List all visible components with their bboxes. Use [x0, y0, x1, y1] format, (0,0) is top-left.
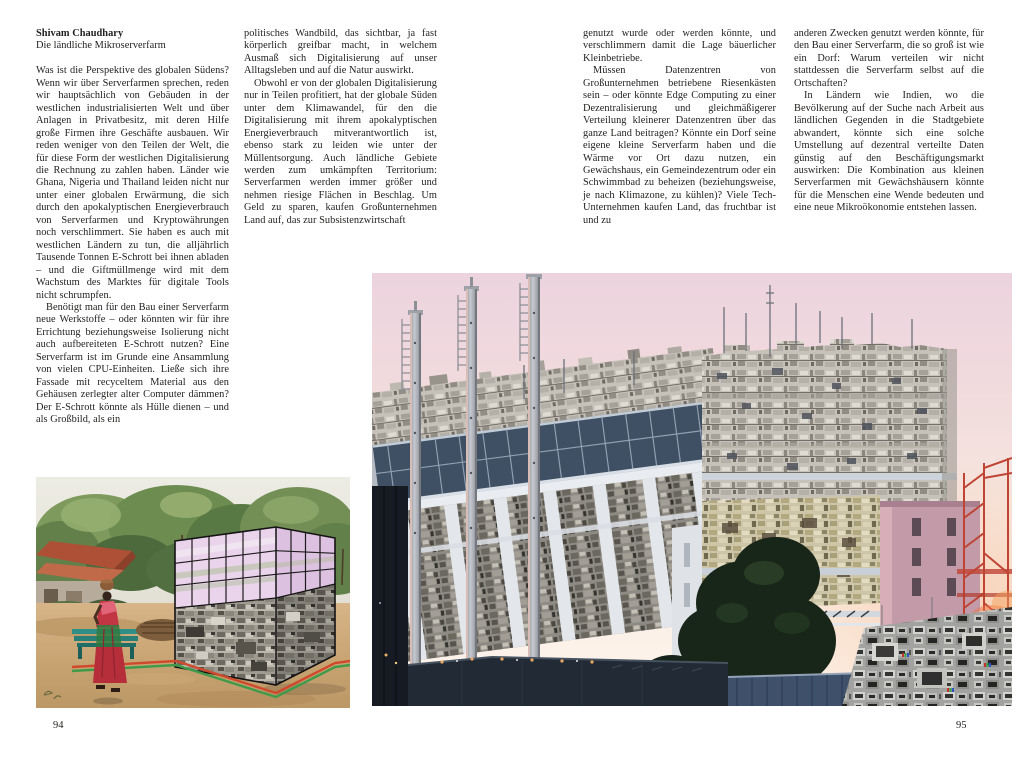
body-paragraph: politisches Wandbild, das sichtbar, ja fast körperlich greifbar macht, in welchem Ausmaß sich Digitalisierung auf unser Alltagsleben und auf die Natur auswirkt.: [244, 28, 437, 77]
article-title: Die ländliche Mikroserverfarm: [36, 40, 166, 52]
body-paragraph: Benötigt man für den Bau einer Serverfarm neue Werkstoffe – oder könnten wir für ihre Errichtung beziehungsweise Isolierung nicht auch aufbereiteten E-Schrott nutzen? Eine Serverfarm ist im Grunde eine Ansammlung von vielen CPU-Einheiten. Ließe sich ihre Fassade mit recyceltem Material aus den Gehäusen zerlegter alter Computer dämmen? Der E-Schrott könnte als Hülle dienen – und als Großbild, als ein: [36, 301, 229, 426]
foreground-roof: [408, 657, 728, 706]
body-paragraph: genutzt wurde oder werden könnte, und verschlimmern damit die Lage bäuerlicher Kleinbetriebe.: [583, 28, 776, 64]
right-photo-serverfarm-dusk: [372, 273, 1012, 706]
article-author: Shivam Chaudhary: [36, 28, 124, 39]
left-photo-cube-microserver: [36, 477, 350, 708]
body-paragraph: In Ländern wie Indien, wo die Bevölkerung auf der Suche nach Arbeit aus ländlichen Gegenden in die Stadtgebiete abwandert, könnte sich eine solche Umstellung auf dezentral verteilte Daten günstig auf den Beschäftigungsmarkt auswirken: Die Kombination aus kleinen Serverfarmen mit Gewächshäusern könnte für die Menschen eine Wende bedeuten und eine neue Mikroökonomie entstehen lassen.: [794, 90, 984, 214]
body-paragraph: Müssen Datenzentren von Großunternehmen betriebene Riesenkästen sein – oder könnte Edge Computing zu einer Dezentralisierung und gleichmäßigerer Verteilung kleinerer Datenzentren über das ganze Land beitragen? Könnte ein Dorf seine eigene kleine Serverfarm haben und die Wärme vor Ort dazu nutzen, ein Gewächshaus, ein Gemeindezentrum oder ein Schwimmbad zu beheizen (beziehungsweise, je nach Klimazone, zu kühlen)? Viele Tech-Unternehmen kaufen Land, das fruchtbar ist und zu: [583, 65, 776, 226]
body-paragraph: Obwohl er von der globalen Digitalisierung nur in Teilen profitiert, hat der globale Süden unter dem Klimawandel, für den die Digitalisierung mit ihrem apokalyptischen Energieverbrauch mitverantwortlich ist, ebenso stark zu leiden wie unter der Müllentsorgung. Auch ländliche Gebiete werden zum umkämpften Territorium: Serverfarmen werden immer größer und nehmen riesige Flächen in Beschlag. Um Geld zu sparen, kaufen Großunternehmen Land auf, das zur Subsistenzwirtschaft: [244, 77, 437, 226]
heading-gap: [36, 53, 229, 65]
body-paragraph: anderen Zwecken genutzt werden könnte, für den Bau einer Serverfarm, die so groß ist wie ein Dorf: Warum verteilen wir nicht stattdessen die Serverfarm selbst auf die Ortschaften?: [794, 28, 984, 89]
text-column-3: [583, 28, 776, 227]
text-column-2: [244, 28, 437, 227]
text-column-4: [794, 28, 984, 215]
text-column-1: [36, 28, 229, 426]
page-number-right: 95: [956, 720, 967, 731]
dark-foreground-wall: [372, 486, 408, 706]
ewaste-tower-block: [702, 339, 957, 523]
page-number-left: 94: [53, 720, 64, 731]
body-paragraph: Was ist die Perspektive des globalen Südens? Wenn wir über Serverfarmen sprechen, reden wir hauptsächlich von Gebäuden in der westlichen industrialisierten Welt und über Anlagen in Privatbesitz, mit deren Hilfe große Firmen ihre Geschäfte ausbauen. Wir reden weniger von den Teilen der Welt, die für diese Form der westlichen Digitalisierung die Rechnung zu zahlen haben. Länder wie Ghana, Nigeria und Thailand leiden nicht nur unter einer globalen Erwärmung, die sich durch den apokalyptischen Energieverbrauch von Serverfarmen und Kryptowährungen noch verschlimmert. Sie haben es auch mit westlichen Ländern zu tun, die alljährlich Tausende Tonnen E-Schrott bei ihnen abladen – und die Giftmüllmenge wird mit dem Wachstum des Marktes für digitale Tools nicht schrumpfen.: [36, 65, 229, 301]
